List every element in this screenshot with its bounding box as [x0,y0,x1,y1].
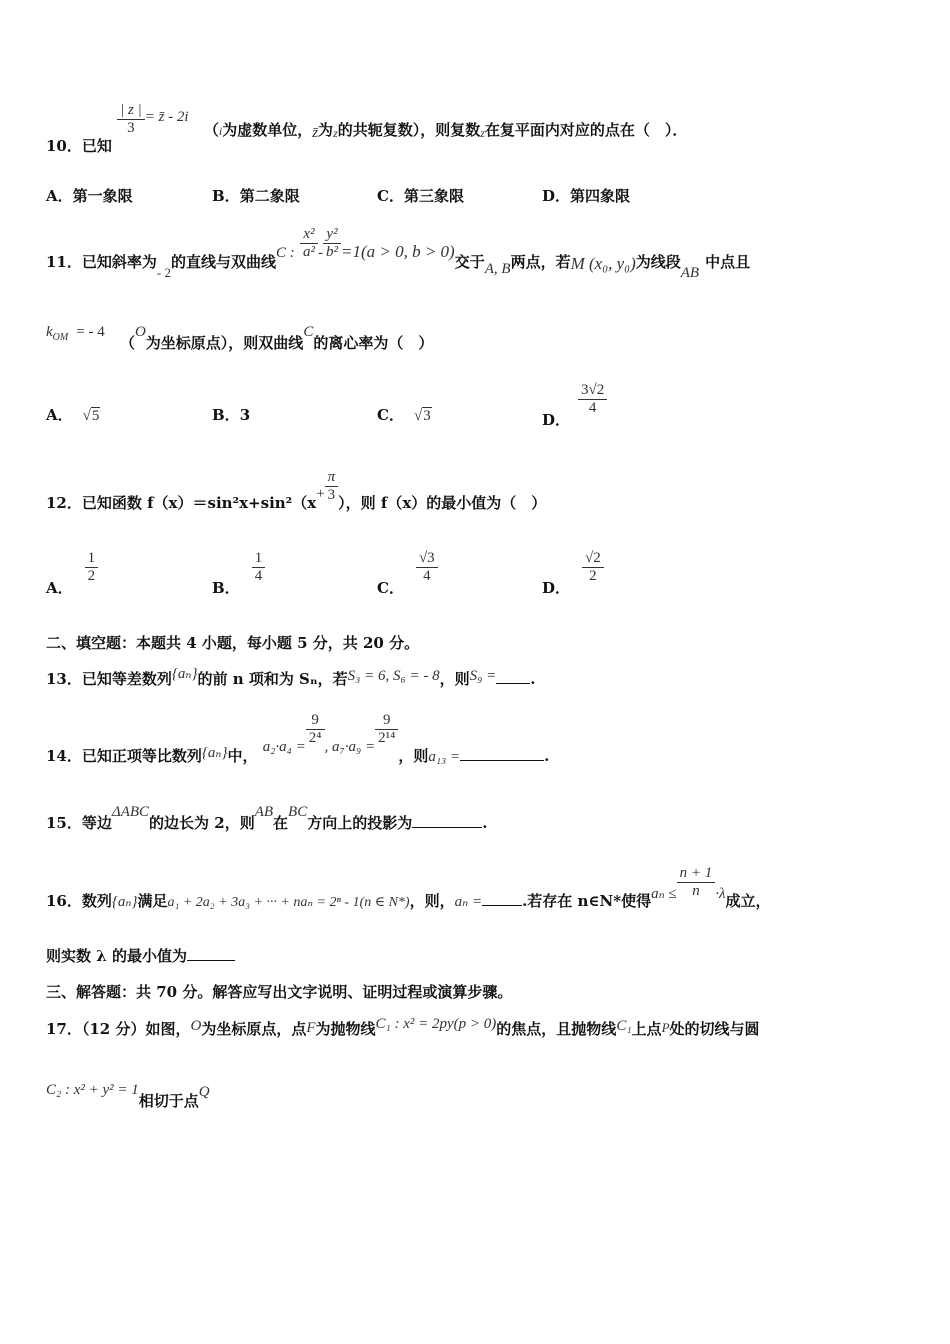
q10-option-c: C．第三象限 [377,187,464,205]
q11-option-b: B．3 [212,406,251,424]
q12-option-a: A． $\frac{1}{2}$ [46,550,98,584]
question-17-line-2: C₂ : x² + y² = 1相切于点Q [46,1082,210,1110]
question-14: 14．已知正项等比数列{aₙ}中， a₂·a₄ = $\frac{9}{\text{2⁴}}$ , a₇·a₉ = $\frac{9}{\text{2¹⁴}}$ ，则a₁₃ = . [46,712,550,765]
q10-option-b: B．第二象限 [212,187,300,205]
q11-option-d: D． $\frac{3√2}{4}$ [542,382,607,416]
q16-lambda-blank[interactable] [187,959,235,961]
q11-option-a: A． √5 [46,406,100,424]
q11-option-c: C． √3 [377,406,431,424]
question-11-line-2: $k_{OM}$ = - 4 （O为坐标原点），则双曲线C的离心率为（ ） [46,324,434,352]
section-2-heading: 二、填空题：本题共 4 小题，每小题 5 分，共 20 分。 [46,634,420,652]
q16-answer-blank[interactable] [482,904,522,906]
question-11: 11．已知斜率为- 2的直线与双曲线C : $\frac{\text{x²}}{\text{a²}}$ - $\frac{\text{y²}}{\text{b²}}$ =1(a > 0, b > 0)交于A, B两点，若M (x₀, y₀)为线段AB中点且 [46,226,751,281]
q14-answer-blank[interactable] [460,759,544,761]
question-12: 12．已知函数 f（x）＝sin²x+sin²（x+ $\frac{\pi}{3}$ ），则 f（x）的最小值为（ ） [46,469,547,512]
q10-option-a: A．第一象限 [46,187,133,205]
q12-option-c: C． $\frac{√3}{4}$ [377,550,438,584]
q13-answer-blank[interactable] [496,682,530,684]
question-16-line-2: 则实数 λ 的最小值为 [46,945,235,966]
question-15: 15．等边ΔABC的边长为 2，则AB在BC方向上的投影为 . [46,804,488,832]
question-13: 13．已知等差数列{aₙ}的前 n 项和为 Sₙ，若S₃ = 6, S₆ = - 8，则S₉ = . [46,666,536,688]
q10-option-d: D．第四象限 [542,187,631,205]
q15-answer-blank[interactable] [412,826,482,828]
q12-option-d: D． $\frac{√2}{2}$ [542,550,604,584]
question-10: 10．已知 $\frac{| z |}{3}$ = z̄ - 2i （$_i$为虚数单位，z̄为$_z$的共轭复数），则复数$_z$在复平面内对应的点在（ ）． [46,102,688,155]
q10-fraction: $\frac{| z |}{3}$ [117,102,145,136]
q12-frac-pi: $\frac{\pi}{3}$ [325,469,339,503]
q11-frac-y: $\frac{\text{y²}}{\text{b²}}$ [323,226,341,260]
section-3-heading: 三、解答题：共 70 分。解答应写出文字说明、证明过程或演算步骤。 [46,983,513,1001]
q12-option-b: B． $\frac{1}{4}$ [212,550,265,584]
question-17: 17．（12 分）如图，O为坐标原点，点F为抛物线C₁ : x² = 2py(p > 0)的焦点，且抛物线C₁上点P处的切线与圆 [46,1016,760,1038]
q11-frac-x: $\frac{\text{x²}}{\text{a²}}$ [300,226,318,260]
question-16: 16．数列{aₙ}满足a₁ + 2a₂ + 3a₃ + ··· + naₙ = 2ⁿ - 1(n ∈ N*)，则，aₙ = .若存在 n∈N*使得aₙ ≤ $\frac{n + 1}{n}$ ·λ成立， [46,865,771,910]
